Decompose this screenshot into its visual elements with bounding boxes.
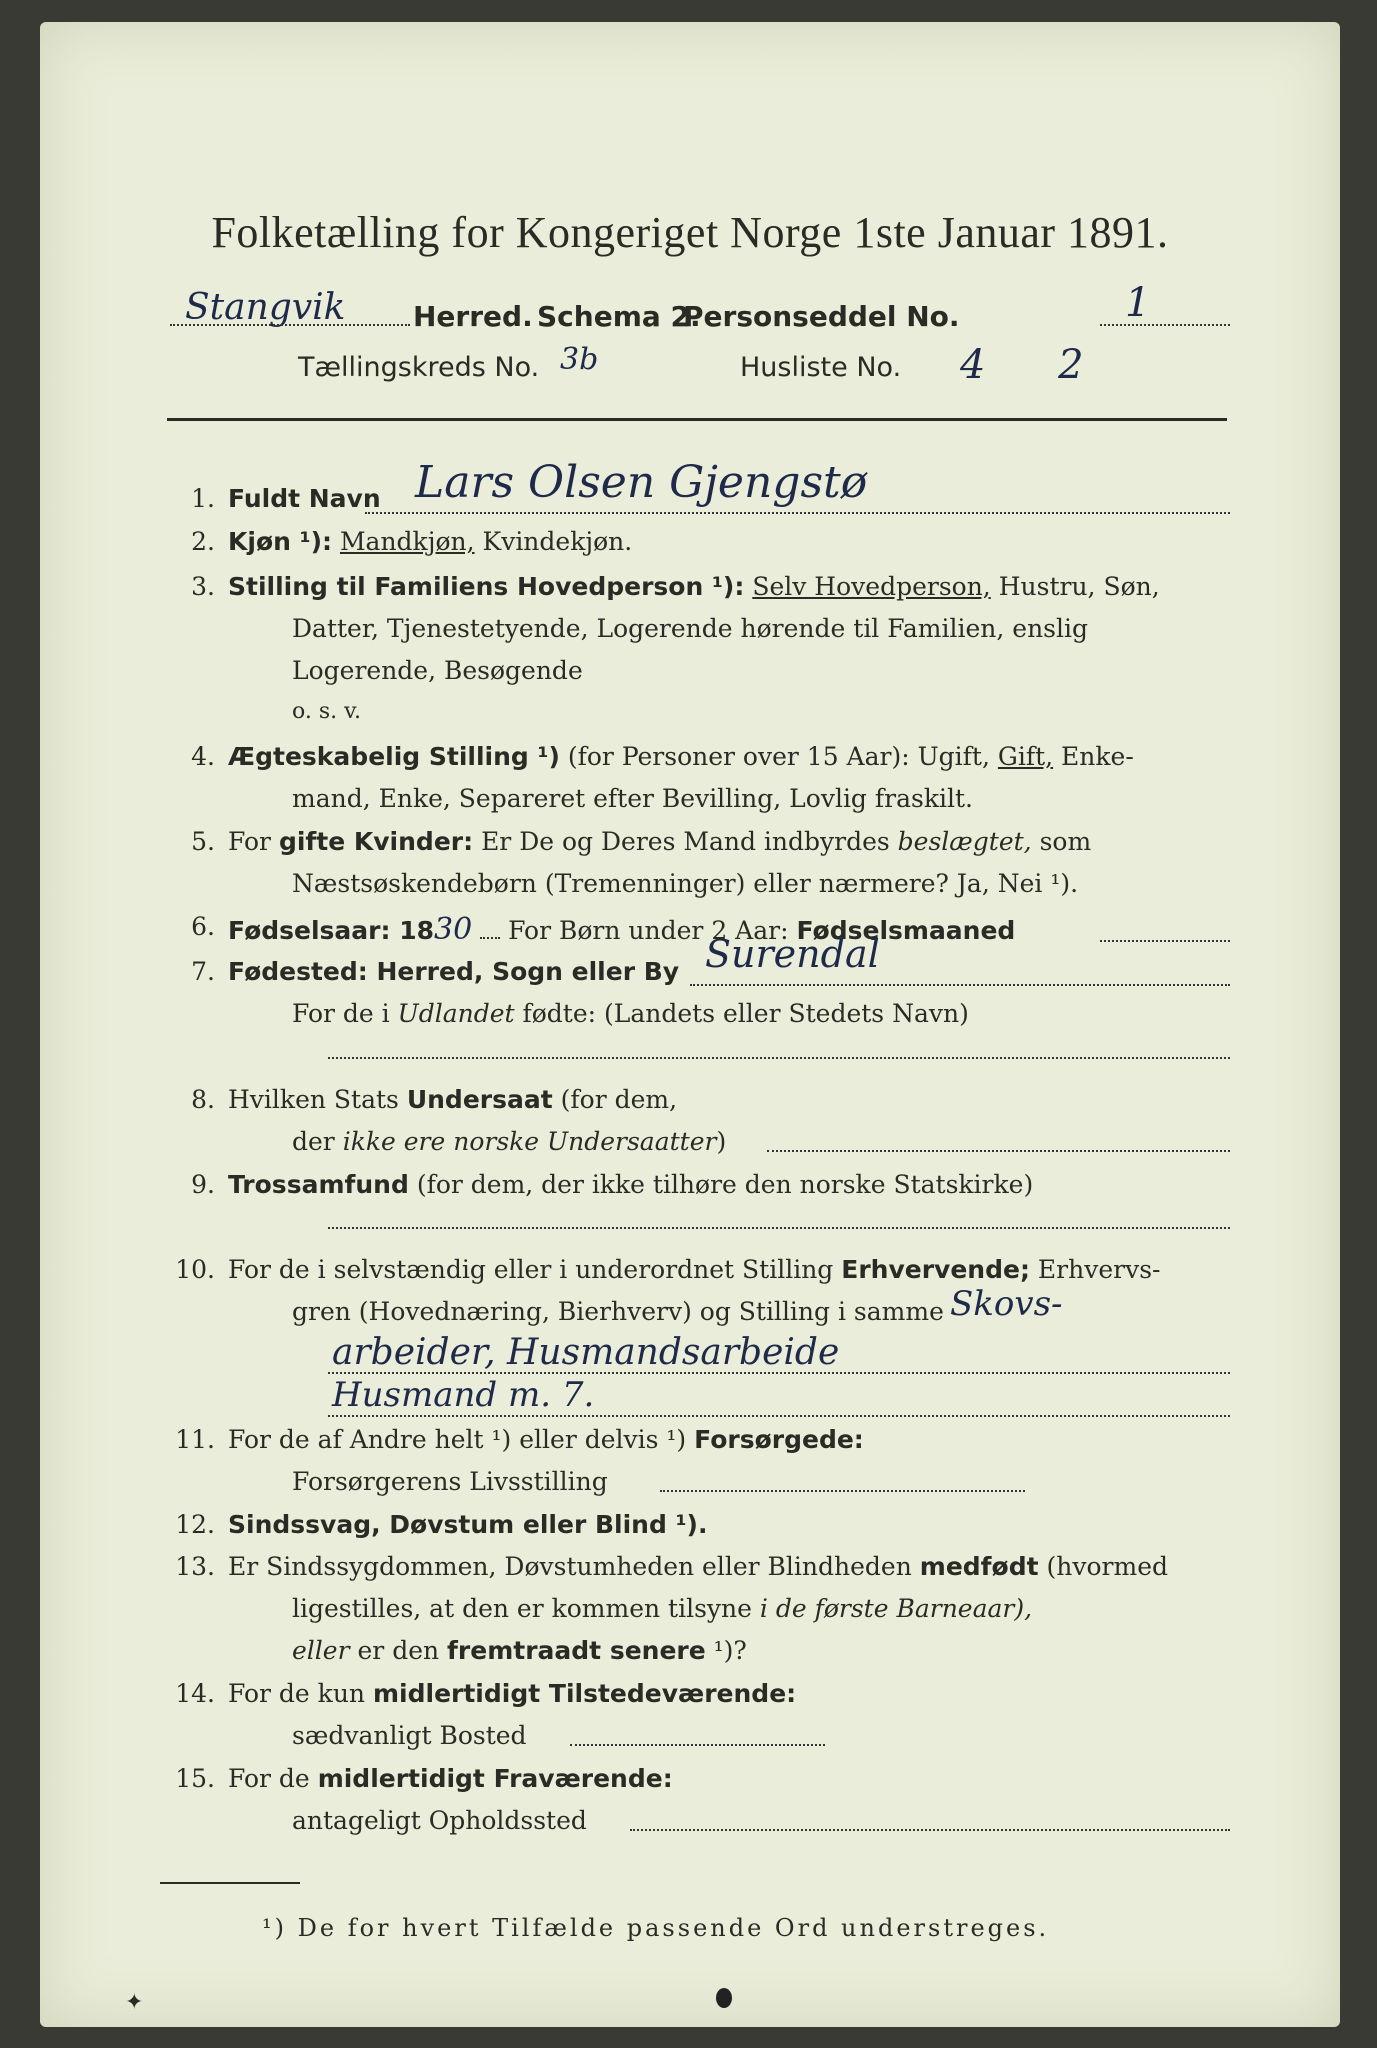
q5-text: Er De og Deres Mand indbyrdes <box>481 827 890 856</box>
q6-dotline <box>1100 940 1230 942</box>
q8-text: Hvilken Stats <box>228 1085 399 1114</box>
q4-options-rest: Enke- <box>1061 742 1134 771</box>
q7-line1 <box>228 957 679 986</box>
q10-value2: arbeider, Husmandsarbeide <box>332 1332 840 1373</box>
q6-number: 6. <box>191 912 215 941</box>
q11-label: Forsørgede: <box>694 1425 864 1454</box>
q14-text: For de kun <box>228 1679 366 1708</box>
q14-line1 <box>228 1679 796 1708</box>
q14-number: 14. <box>175 1679 215 1708</box>
q5-label: gifte Kvinder: <box>278 827 474 856</box>
q3-options-rest: Hustru, Søn, <box>998 572 1160 601</box>
q10-label: Erhvervende; <box>841 1255 1030 1284</box>
personseddel-value: 1 <box>1125 280 1151 326</box>
q10-value1: Skovs- <box>950 1284 1063 1324</box>
q8-number: 8. <box>191 1085 215 1114</box>
q4-line2: mand, Enke, Separeret efter Bevilling, Lovlig fraskilt. <box>292 784 973 813</box>
q15-dotline <box>630 1829 1230 1831</box>
q14-line2: sædvanligt Bosted <box>292 1721 527 1750</box>
q4-text: (for Personer over 15 Aar): Ugift, <box>567 742 990 771</box>
q6-value: 30 <box>433 912 473 947</box>
q3-line4: o. s. v. <box>292 699 361 724</box>
q13-line3-rest: ¹)? <box>713 1636 747 1665</box>
q2-line <box>228 527 632 556</box>
q10-dotline2 <box>328 1372 1230 1374</box>
q8-dotline <box>767 1150 1230 1152</box>
q5-line1 <box>228 827 1091 856</box>
personseddel-dotline <box>1100 324 1230 326</box>
q3-line1 <box>228 572 1160 601</box>
q13-line2-pre: ligestilles, at den er kommen tilsyne <box>292 1594 752 1623</box>
q7-line2-pre: For de i <box>292 999 390 1028</box>
q15-text: For de <box>228 1764 310 1793</box>
q9-text: (for dem, der ikke tilhøre den norske Statskirke) <box>416 1170 1034 1199</box>
q6-text: For Børn under 2 Aar: <box>508 916 789 945</box>
q13-line3-label: fremtraadt senere <box>447 1636 706 1665</box>
q10-line1 <box>228 1255 1160 1284</box>
q12-label: Sindssvag, Døvstum eller Blind ¹). <box>228 1510 708 1539</box>
herred-value: Stangvik <box>185 287 346 328</box>
q5-rest: som <box>1039 827 1092 856</box>
q7-number: 7. <box>191 957 215 986</box>
q15-label: midlertidigt Fraværende: <box>317 1764 673 1793</box>
q7-line2-rest: fødte: (Landets eller Stedets Navn) <box>522 999 969 1028</box>
q15-number: 15. <box>175 1764 215 1793</box>
q8-line2: der ikke ere norske Undersaatter) <box>292 1127 727 1156</box>
footnote: ¹) De for hvert Tilfælde passende Ord understreges. <box>262 1914 1050 1942</box>
q14-label: midlertidigt Tilstedeværende: <box>372 1679 797 1708</box>
husliste-value: 4 2 <box>960 342 1114 388</box>
q13-line3-italic: eller <box>292 1636 350 1665</box>
q3-line2: Datter, Tjenestetyende, Logerende hørende til Familien, enslig <box>292 614 1089 643</box>
q1-number: 1. <box>191 484 215 513</box>
q3-label: Stilling til Familiens Hovedperson ¹): <box>228 572 745 601</box>
q11-line1 <box>228 1425 864 1454</box>
q5-italic: beslægtet, <box>897 827 1032 856</box>
q1-dotline <box>365 512 1230 514</box>
q5-label-pre: For <box>228 827 271 856</box>
q6-line <box>228 912 1015 947</box>
q13-label: medfødt <box>919 1552 1039 1581</box>
q13-line2-italic: i de første Barneaar), <box>759 1594 1033 1623</box>
q15-line1 <box>228 1764 673 1793</box>
q8-line2-italic: ikke ere norske Undersaatter <box>342 1127 717 1156</box>
q10-line2: gren (Hovednæring, Bierhverv) og Stilling i samme <box>292 1297 944 1326</box>
q4-line1 <box>228 742 1134 771</box>
corner-mark-left: ✦ <box>125 1990 144 2015</box>
footnote-rule <box>160 1882 300 1884</box>
census-form-page <box>40 22 1340 2027</box>
q11-line2: Forsørgerens Livsstilling <box>292 1467 608 1496</box>
q13-rest: (hvormed <box>1046 1552 1169 1581</box>
q5-line2: Næstsøskendebørn (Tremenninger) eller nærmere? Ja, Nei ¹). <box>292 869 1079 898</box>
q4-option-selected: Gift, <box>997 742 1054 771</box>
q8-label: Undersaat <box>406 1085 553 1114</box>
q11-dotline <box>660 1490 1025 1492</box>
q2-number: 2. <box>191 527 215 556</box>
q9-label: Trossamfund <box>228 1170 409 1199</box>
q6-label: Fødselsaar: 18 <box>228 916 434 945</box>
q7-line2-italic: Udlandet <box>397 999 515 1028</box>
q2-label: Kjøn ¹): <box>228 527 332 556</box>
husliste-label: Husliste No. <box>740 352 902 383</box>
binding-hole-mark <box>716 1988 732 2008</box>
q2-option-female: Kvindekjøn. <box>482 527 633 556</box>
schema-label: Schema 2. <box>537 300 701 333</box>
q8-line1 <box>228 1085 677 1114</box>
q14-dotline <box>570 1744 825 1746</box>
personseddel-label: Personseddel No. <box>683 300 960 333</box>
q4-label: Ægteskabelig Stilling ¹) <box>228 742 560 771</box>
q10-number: 10. <box>175 1255 215 1284</box>
q10-text: For de i selvstændig eller i underordnet Stilling <box>228 1255 834 1284</box>
q15-line2: antageligt Opholdssted <box>292 1806 587 1835</box>
q2-option-male: Mandkjøn, <box>339 527 475 556</box>
q8-line2-pre: der <box>292 1127 335 1156</box>
q13-line3 <box>292 1636 747 1665</box>
q3-number: 3. <box>191 572 215 601</box>
q10-value3: Husmand m. 7. <box>332 1375 595 1415</box>
q5-number: 5. <box>191 827 215 856</box>
q6-dots-a <box>480 937 500 939</box>
q13-line2 <box>292 1594 1032 1623</box>
herred-label: Herred. <box>413 300 533 333</box>
form-title: Folketælling for Kongeriget Norge 1ste Januar 1891. <box>211 208 1169 257</box>
q13-number: 13. <box>175 1552 215 1581</box>
q11-text: For de af Andre helt ¹) eller delvis ¹) <box>228 1425 687 1454</box>
header-rule <box>167 418 1227 421</box>
herred-dotline <box>170 324 410 326</box>
q6-label2: Fødselsmaaned <box>796 916 1016 945</box>
q1-value: Lars Olsen Gjengstø <box>415 457 868 508</box>
q11-number: 11. <box>175 1425 215 1454</box>
q7-blank-dotline <box>328 1057 1230 1059</box>
q7-value: Surendal <box>705 932 880 976</box>
q3-option-selected: Selv Hovedperson, <box>752 572 991 601</box>
q3-line3: Logerende, Besøgende <box>292 656 583 685</box>
q9-line <box>228 1170 1033 1199</box>
q8-rest: (for dem, <box>560 1085 678 1114</box>
q7-label: Fødested: Herred, Sogn eller By <box>228 957 680 986</box>
q4-number: 4. <box>191 742 215 771</box>
q13-text: Er Sindssygdommen, Døvstumheden eller Blindheden <box>228 1552 912 1581</box>
q7-line2 <box>292 999 969 1028</box>
q12-number: 12. <box>175 1510 215 1539</box>
q1-label: Fuldt Navn <box>228 484 381 513</box>
q9-number: 9. <box>191 1170 215 1199</box>
q10-dotline3 <box>328 1415 1230 1417</box>
q7-dotline <box>690 984 1230 986</box>
q10-rest: Erhvervs- <box>1037 1255 1161 1284</box>
kreds-value: 3b <box>560 342 599 377</box>
q9-blank-dotline <box>328 1227 1230 1229</box>
q13-line1 <box>228 1552 1168 1581</box>
kreds-label: Tællingskreds No. <box>298 352 540 383</box>
q13-line3-pre: er den <box>357 1636 440 1665</box>
